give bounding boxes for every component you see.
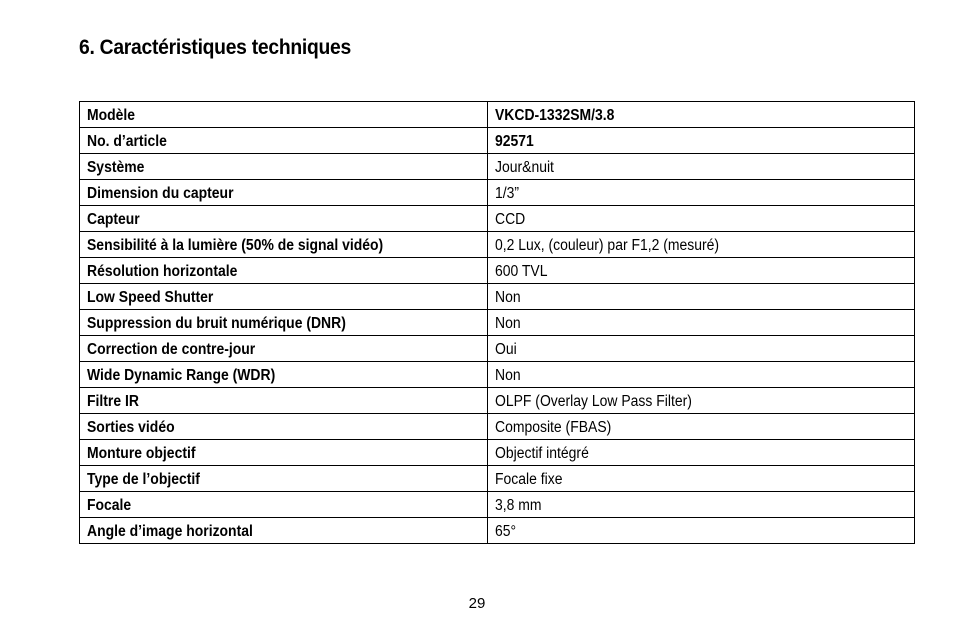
spec-value: Non xyxy=(495,367,521,385)
spec-value: CCD xyxy=(495,211,526,229)
spec-value-cell xyxy=(488,362,915,388)
spec-label: Filtre IR xyxy=(87,393,139,411)
spec-label: No. d’article xyxy=(87,133,167,151)
spec-value-cell xyxy=(488,440,915,466)
spec-label-cell xyxy=(80,258,488,284)
spec-label-cell xyxy=(80,310,488,336)
table-row xyxy=(80,128,915,154)
spec-value: Focale fixe xyxy=(495,471,563,489)
spec-label-cell xyxy=(80,206,488,232)
spec-value-cell xyxy=(488,128,915,154)
spec-value-cell xyxy=(488,206,915,232)
table-row xyxy=(80,102,915,128)
spec-value-cell xyxy=(488,154,915,180)
spec-value-cell xyxy=(488,336,915,362)
spec-value: 65° xyxy=(495,523,517,541)
spec-label-cell xyxy=(80,154,488,180)
spec-value-cell xyxy=(488,492,915,518)
spec-label-cell xyxy=(80,102,488,128)
spec-value: Oui xyxy=(495,341,517,359)
spec-label: Sorties vidéo xyxy=(87,419,175,437)
spec-value-cell xyxy=(488,518,915,544)
spec-label: Modèle xyxy=(87,107,136,125)
table-row xyxy=(80,206,915,232)
spec-value-cell xyxy=(488,466,915,492)
spec-value: 0,2 Lux, (couleur) par F1,2 (mesuré) xyxy=(495,237,720,255)
spec-label: Monture objectif xyxy=(87,445,196,463)
spec-label: Dimension du capteur xyxy=(87,185,234,203)
spec-value: Non xyxy=(495,315,521,333)
spec-label: Sensibilité à la lumière (50% de signal vidéo) xyxy=(87,237,384,255)
table-row xyxy=(80,466,915,492)
table-row xyxy=(80,362,915,388)
spec-value: OLPF (Overlay Low Pass Filter) xyxy=(495,393,692,411)
spec-value-cell xyxy=(488,258,915,284)
spec-value: Non xyxy=(495,289,521,307)
table-row xyxy=(80,180,915,206)
table-row xyxy=(80,310,915,336)
spec-value: Objectif intégré xyxy=(495,445,589,463)
table-row xyxy=(80,336,915,362)
spec-value: 1/3” xyxy=(495,185,520,203)
spec-label-cell xyxy=(80,128,488,154)
spec-label-cell xyxy=(80,232,488,258)
spec-value-cell xyxy=(488,180,915,206)
table-row xyxy=(80,232,915,258)
spec-value: 92571 xyxy=(495,133,534,151)
page-title: 6. Caractéristiques techniques xyxy=(79,36,351,59)
spec-value: Composite (FBAS) xyxy=(495,419,612,437)
table-row xyxy=(80,284,915,310)
spec-label: Suppression du bruit numérique (DNR) xyxy=(87,315,346,333)
table-row xyxy=(80,154,915,180)
spec-label-cell xyxy=(80,180,488,206)
spec-label: Correction de contre-jour xyxy=(87,341,256,359)
table-row xyxy=(80,388,915,414)
spec-label: Focale xyxy=(87,497,132,515)
spec-label: Low Speed Shutter xyxy=(87,289,214,307)
table-row xyxy=(80,518,915,544)
spec-value-cell xyxy=(488,102,915,128)
table-row xyxy=(80,492,915,518)
spec-label-cell xyxy=(80,466,488,492)
spec-label-cell xyxy=(80,440,488,466)
spec-value: Jour&nuit xyxy=(495,159,554,177)
spec-value-cell xyxy=(488,232,915,258)
page-number: 29 xyxy=(468,595,486,612)
spec-label-cell xyxy=(80,492,488,518)
table-row xyxy=(80,440,915,466)
spec-label: Capteur xyxy=(87,211,140,229)
spec-table-body xyxy=(80,102,915,544)
spec-value-cell xyxy=(488,388,915,414)
spec-value-cell xyxy=(488,284,915,310)
spec-label: Angle d’image horizontal xyxy=(87,523,253,541)
table-row xyxy=(80,414,915,440)
spec-value: 3,8 mm xyxy=(495,497,542,515)
spec-value: 600 TVL xyxy=(495,263,548,281)
spec-label: Système xyxy=(87,159,145,177)
spec-value-cell xyxy=(488,414,915,440)
spec-label-cell xyxy=(80,336,488,362)
table-row xyxy=(80,258,915,284)
spec-label: Wide Dynamic Range (WDR) xyxy=(87,367,276,385)
spec-label-cell xyxy=(80,362,488,388)
spec-label-cell xyxy=(80,414,488,440)
spec-label-cell xyxy=(80,284,488,310)
spec-label: Type de l’objectif xyxy=(87,471,200,489)
spec-value: VKCD-1332SM/3.8 xyxy=(495,107,615,125)
spec-label-cell xyxy=(80,518,488,544)
spec-table xyxy=(79,101,915,544)
spec-label-cell xyxy=(80,388,488,414)
spec-label: Résolution horizontale xyxy=(87,263,238,281)
spec-value-cell xyxy=(488,310,915,336)
